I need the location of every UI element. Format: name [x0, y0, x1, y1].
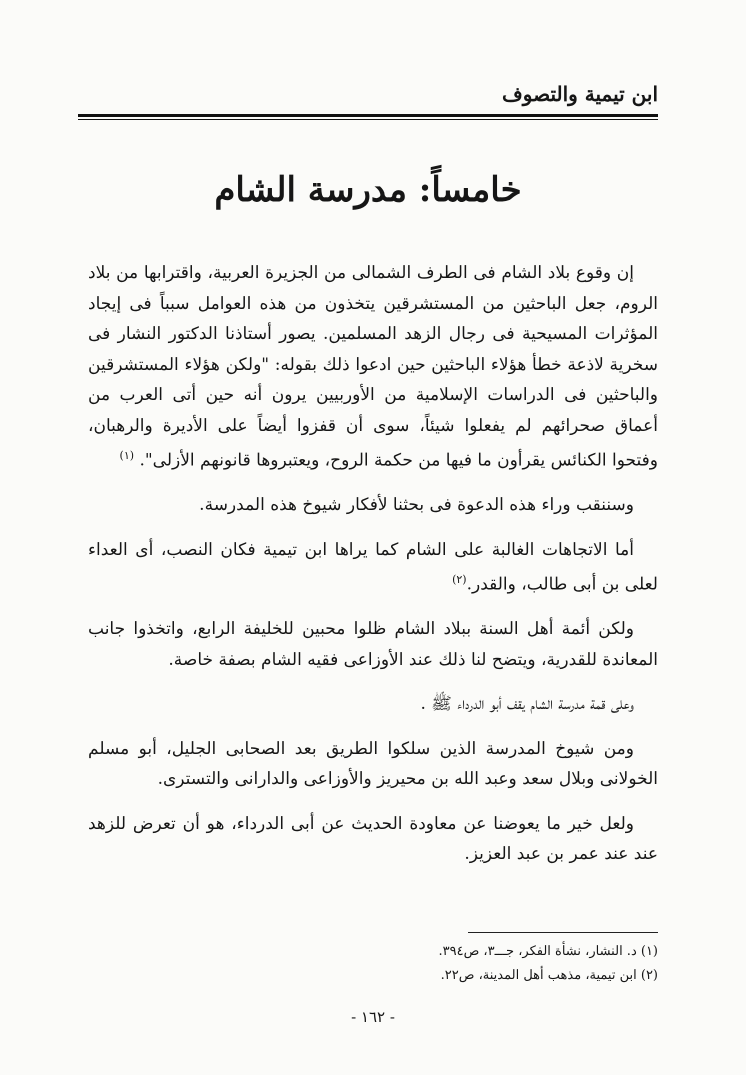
footnote-ref-2: (٢): [452, 573, 467, 587]
paragraph-1: [88, 258, 658, 476]
footnotes: [88, 940, 658, 988]
paragraph-2: وسننقب وراء هذه الدعوة فى بحثنا لأفكار شيوخ هذه المدرسة.: [199, 495, 634, 516]
paragraph-6: ومن شيوخ المدرسة الذين سلكوا الطريق بعد الصحابى الجليل، أبو مسلم الخولانى وبلال سعد وعبد الله بن محيريز والأوزاعى والدارانى والتسترى.: [88, 738, 658, 790]
footnote-ref-1: (١): [119, 449, 135, 462]
paragraph-4: ولكن أئمة أهل السنة ببلاد الشام ظلوا محبين للخليفة الرابع، واتخذوا جانب المعاندة للقدرية، ويتضح لنا ذلك عند الأوزاعى فقيه الشام بصفة خاصة.: [88, 619, 658, 670]
section-title: خامساً: مدرسة الشام: [214, 170, 522, 210]
page-number: - ١٦٢ -: [351, 1008, 395, 1026]
paragraph-3-text: أما الاتجاهات الغالبة على الشام كما يراها ابن تيمية فكان النصب، أى العداء لعلى بن أبى طالب، والقدر.: [88, 539, 658, 595]
paragraph-5: وعلى قمة مدرسة الشام يقف أبو الدرداء ﷺ .: [420, 694, 634, 715]
footnote-2: (٢) ابن تيمية، مذهب أهل المدينة، ص٢٢.: [440, 968, 658, 983]
paragraph-3: [88, 535, 658, 601]
body-text: [88, 258, 658, 884]
footnote-rule: [468, 932, 658, 933]
header-rule: [78, 114, 658, 120]
running-head: ابن تيمية والتصوف: [502, 82, 658, 106]
paragraph-7: ولعل خير ما يعوضنا عن معاودة الحديث عن أبى الدرداء، هو أن تعرض للزهد عند عند عمر بن عبد العزيز.: [88, 813, 658, 865]
paragraph-1-text: إن وقوع بلاد الشام فى الطرف الشمالى من الجزيرة العربية، واقترابها من بلاد الروم، جعل الباحثين من المستشرقين يتخذون من هذه العوامل سبباً فى إيجاد المؤثرات المسيحية فى رجال الزهد المسلمين. يصور أستاذنا الدكتور النشار فى سخرية لاذعة خطأ هؤلاء الباحثين حين ادعوا ذلك بقوله: "ولكن هؤلاء المستشرقين والباحثين فى الدراسات الإسلامية من الأوربيين يرون أنه حين أتى العرب من أعماق صحرائهم لم يفعلوا شيئاً، سوى أن قفزوا أيضاً على الأديرة والرهبان، وفتحوا الكنائس يقرأون ما فيها من حكمة الروح، ويعتبروها قانونهم الأزلى".: [88, 263, 658, 471]
footnote-1: (١) د. النشار، نشأة الفكر، جـــ٣، ص٣٩٤.: [438, 944, 658, 959]
